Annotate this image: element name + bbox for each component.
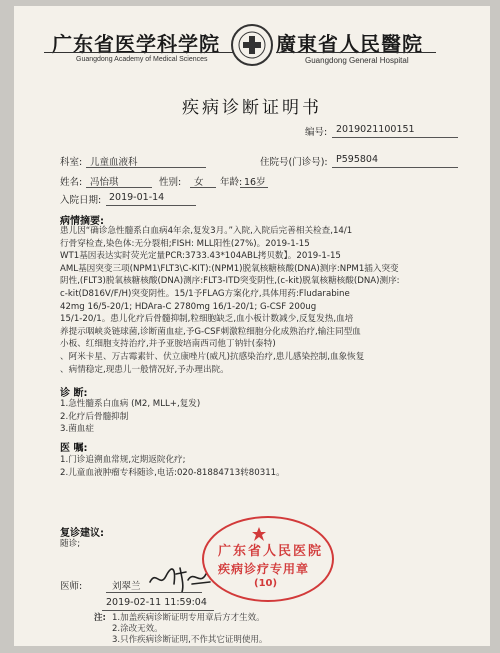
diagnosis-item: 3.菌血症 bbox=[60, 424, 94, 435]
name-label: 姓名: bbox=[60, 177, 83, 188]
dept-label: 科室: bbox=[60, 157, 83, 168]
history-line: 阴性,(FLT3)脱氧核糖核酸(DNA)测序:FLT3-ITD突变阴性,(c-kit)脱氧核糖核酸(DNA)测序: bbox=[60, 276, 400, 287]
history-line: c-kit(D816V/F/H)突变阴性。15/1予FLAG方案化疗,具体用药:Fludarabine bbox=[60, 288, 350, 299]
datetime-underline bbox=[102, 610, 214, 611]
header-rule-right bbox=[276, 52, 436, 53]
dept-value: 儿童血液科 bbox=[90, 157, 138, 168]
issue-datetime: 2019-02-11 11:59:04 bbox=[106, 597, 207, 608]
sex-underline bbox=[190, 187, 216, 188]
stamp-purpose: 疾病诊疗专用章 bbox=[218, 562, 310, 576]
hospital-name-en: Guangdong General Hospital bbox=[305, 56, 409, 65]
inpatient-no-label: 住院号(门诊号): bbox=[260, 157, 328, 168]
advice-heading: 医 嘱: bbox=[60, 443, 88, 454]
stamp-hospital-name: 广东省人民医院 bbox=[218, 544, 324, 559]
doctor-name: 刘翠兰 bbox=[112, 581, 141, 592]
note-item: 3.只作疾病诊断证明,不作其它证明使用。 bbox=[112, 635, 268, 645]
admission-date: 2019-01-14 bbox=[109, 192, 165, 203]
diagnosis-list bbox=[60, 398, 200, 436]
hospital-name: 廣東省人民醫院 bbox=[276, 32, 423, 56]
advice-list bbox=[60, 454, 285, 479]
history-line: 养提示咽峡炎链球菌,诊断菌血症,予G-CSF刺激粒细胞分化成熟治疗,输注同型血 bbox=[60, 326, 361, 337]
inpatient-no-value: P595804 bbox=[336, 154, 378, 165]
serial-number: 2019021100151 bbox=[336, 124, 415, 135]
followup-heading: 复诊建议: bbox=[60, 528, 104, 539]
header-rule-left bbox=[44, 52, 234, 53]
serial-label: 编号: bbox=[305, 127, 328, 138]
admission-underline bbox=[106, 205, 196, 206]
doctor-underline bbox=[106, 592, 202, 593]
history-line: 小板、红细胞支持治疗,并予亚胺培南西司他丁钠针(泰特) bbox=[60, 339, 276, 350]
followup-text: 随诊; bbox=[60, 539, 81, 549]
stamp-number: (10) bbox=[254, 578, 278, 589]
doctor-label: 医师: bbox=[60, 581, 83, 592]
notes-heading: 注: bbox=[94, 613, 106, 623]
history-body bbox=[60, 225, 400, 376]
note-item: 2.涂改无效。 bbox=[112, 624, 163, 634]
diagnosis-item: 2.化疗后骨髓抑制 bbox=[60, 411, 129, 422]
history-line: 、病情稳定,现患儿一般情况好,予办理出院。 bbox=[60, 364, 229, 375]
inpatient-no-underline bbox=[332, 167, 458, 168]
name-underline bbox=[86, 187, 152, 188]
history-line: 行骨穿检查,染色体:无分裂相;FISH: MLL阳性(27%)。2019-1-15 bbox=[60, 238, 310, 249]
certificate-document bbox=[14, 6, 490, 646]
document-title: 疾病诊断证明书 bbox=[182, 98, 322, 118]
history-line: WT1基因表达实时荧光定量PCR:3733.43*104ABL拷贝数】。2019-1-15 bbox=[60, 251, 341, 262]
hospital-logo-icon bbox=[231, 24, 273, 66]
age-underline bbox=[240, 187, 268, 188]
history-line: 患儿因“确诊急性髓系白血病4年余,复发3月。”入院,入院后完善相关检查,14/1 bbox=[60, 226, 353, 236]
admission-label: 入院日期: bbox=[60, 195, 102, 206]
advice-item: 2.儿童血液肿瘤专科随诊,电话:020-81884713转80311。 bbox=[60, 467, 285, 478]
academy-name-en: Guangdong Academy of Medical Sciences bbox=[76, 56, 208, 63]
notes-list bbox=[112, 613, 267, 646]
history-line: 42mg 16/5-20/1; HDAra-C 2780mg 16/1-20/1; G-CSF 200ug bbox=[60, 301, 317, 312]
age-label: 年龄: bbox=[220, 177, 243, 188]
patient-age: 16岁 bbox=[244, 177, 266, 188]
diagnosis-item: 1.急性髓系白血病 (M2, MLL+,复发) bbox=[60, 399, 201, 409]
history-heading: 病情摘要: bbox=[60, 216, 104, 227]
academy-name: 广东省医学科学院 bbox=[52, 32, 220, 56]
serial-underline bbox=[332, 137, 458, 138]
sex-label: 性别: bbox=[159, 177, 182, 188]
history-line: 、阿米卡星、万古霉素针、伏立康唑片(威凡)抗感染治疗,患儿感染控制,血象恢复 bbox=[60, 351, 365, 362]
history-line: 15/1-20/1。患儿化疗后骨髓抑制,粒细胞缺乏,血小板计数减少,反复发热,血培 bbox=[60, 314, 354, 325]
diagnosis-heading: 诊 断: bbox=[60, 388, 88, 399]
note-item: 1.加盖疾病诊断证明专用章后方才生效。 bbox=[112, 613, 265, 623]
advice-item: 1.门诊追溯血常规,定期返院化疗; bbox=[60, 455, 186, 465]
history-line: AML基因突变三项(NPM1\FLT3\C-KIT):(NPM1)脱氧核糖核酸(DNA)测序:NPM1插入突变 bbox=[60, 263, 399, 274]
dept-underline bbox=[86, 167, 206, 168]
official-stamp-seal bbox=[202, 516, 334, 602]
patient-sex: 女 bbox=[194, 177, 204, 188]
patient-name: 冯怡琪 bbox=[90, 177, 119, 188]
